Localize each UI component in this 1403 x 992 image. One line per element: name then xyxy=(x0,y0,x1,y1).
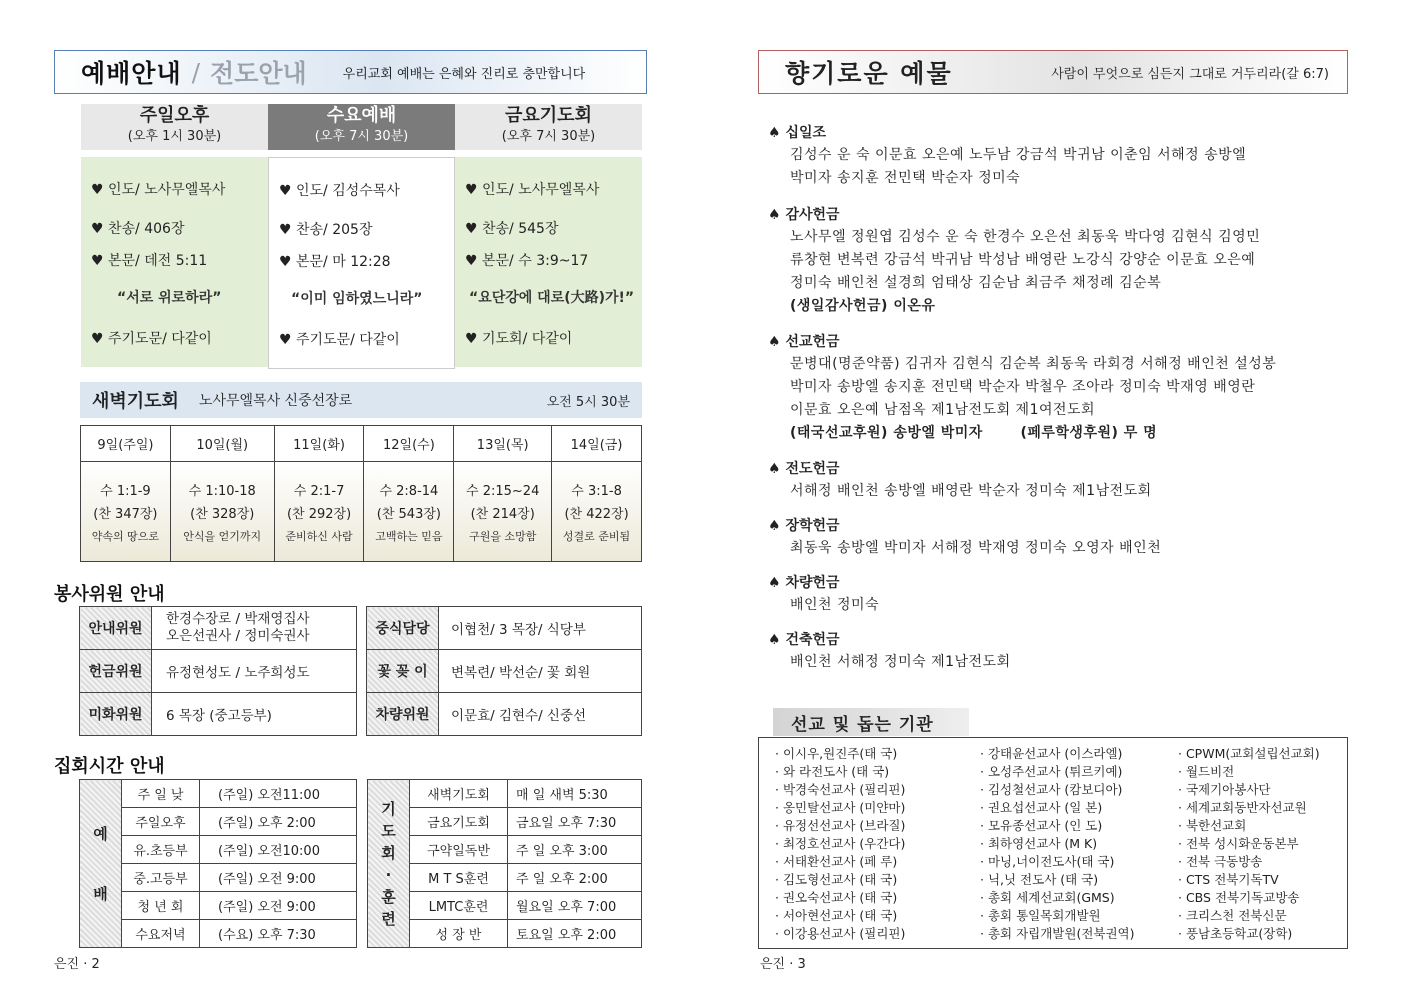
header-title-worship: 예배안내 xyxy=(81,59,182,88)
missions-title xyxy=(773,708,969,736)
offering-name xyxy=(768,515,1161,535)
mission-entry: · CTS 전북기독TV xyxy=(1178,872,1279,887)
prayer-label-char: 훈 xyxy=(381,887,396,906)
worship-label xyxy=(80,780,122,948)
page-number-right: 은진 · 3 xyxy=(760,957,806,972)
mission-entry: · 최정호선교사 (우간다) xyxy=(775,836,906,851)
service-body-wednesday xyxy=(268,157,455,369)
mission-entry: · 모유종선교사 (인 도) xyxy=(980,818,1103,833)
gathering-time: (수요) 오후 7:30 xyxy=(200,920,357,948)
mission-entry: · 전북 성시화운동본부 xyxy=(1178,836,1299,851)
offering-names xyxy=(790,651,1011,674)
gathering-name: 수요저녁 xyxy=(122,920,200,948)
offering-line: 최동욱 송방엘 박미자 서해정 박재영 정미숙 오영자 배인천 xyxy=(790,540,1162,556)
offering-line: (생일감사헌금) 이온유 xyxy=(790,298,936,314)
service-prayer: ♥ 기도회/ 다같이 xyxy=(465,331,573,347)
offering-names xyxy=(790,226,1260,318)
dawn-hymn: (찬 292장) xyxy=(286,506,352,522)
missions-row xyxy=(759,924,1347,942)
service-quote: “이미 임하였느니라” xyxy=(291,291,423,307)
offering-label: 장학헌금 xyxy=(785,518,840,534)
offering-names xyxy=(790,480,1152,503)
mission-entry: · 국제기아봉사단 xyxy=(1178,782,1271,797)
offering-label: 감사헌금 xyxy=(785,207,840,223)
volunteer-label: 미화위원 xyxy=(80,693,152,736)
dawn-theme: 약속의 땅으로 xyxy=(91,529,160,543)
mission-entry: · 닉,닛 전도사 (태 국) xyxy=(980,872,1099,887)
service-head-sunday xyxy=(81,104,268,150)
offering-name xyxy=(768,122,1246,142)
service-leader: ♥ 인도/ 김성수목사 xyxy=(279,183,400,199)
volunteer-value xyxy=(152,607,357,650)
mission-entry: · 최하영선교사 (M K) xyxy=(980,836,1098,851)
gathering-time: (주일) 오전10:00 xyxy=(200,836,357,864)
dawn-schedule-table xyxy=(80,425,642,562)
missions-row xyxy=(759,906,1347,924)
offering-name xyxy=(768,629,1011,649)
gathering-name: 새벽기도회 xyxy=(410,780,508,808)
offerings-title: 향기로운 예물 xyxy=(785,59,953,88)
missions-row xyxy=(759,834,1347,852)
mission-entry: · 전북 극동방송 xyxy=(1178,854,1263,869)
offering-line: 박미자 송지훈 전민택 박순자 정미숙 xyxy=(790,170,1021,186)
dawn-day: 10일(월) xyxy=(170,426,274,462)
dawn-day: 14일(금) xyxy=(552,426,642,462)
offering-name xyxy=(768,204,1260,224)
missions-title-text: 선교 및 돕는 기관 xyxy=(791,714,934,735)
dawn-cell xyxy=(81,462,171,562)
gathering-name: 유.초등부 xyxy=(122,836,200,864)
offering-vehicle xyxy=(768,572,879,617)
volunteer-label: 차량위원 xyxy=(367,693,439,736)
mission-entry: · 유정선선교사 (브라질) xyxy=(775,818,906,833)
dawn-text: 수 3:1-8 xyxy=(571,483,622,499)
service-hymn: ♥ 찬송/ 205장 xyxy=(279,222,373,238)
prayer-label-char: · xyxy=(385,865,392,884)
gathering-time: 토요일 오후 2:00 xyxy=(508,920,642,948)
offering-line: 노사무엘 정원엽 김성수 운 숙 한경수 오은선 최동욱 박다영 김현식 김영민 xyxy=(790,229,1261,245)
gathering-time: 매 일 새벽 5:30 xyxy=(508,780,642,808)
gathering-time: 주 일 오후 3:00 xyxy=(508,836,642,864)
volunteer-value-line1: 한경수장로 / 박재영집사 xyxy=(166,611,310,627)
dawn-hymn: (찬 328장) xyxy=(190,506,255,522)
gathering-name: 주 일 낮 xyxy=(122,780,200,808)
dawn-cell xyxy=(364,462,454,562)
mission-entry: · 크리스천 전북신문 xyxy=(1178,908,1287,923)
service-prayer: ♥ 주기도문/ 다같이 xyxy=(279,332,400,348)
dawn-prayer-leader: 노사무엘목사 신중선장로 xyxy=(198,393,353,409)
service-time: (오후 7시 30분) xyxy=(314,129,409,144)
offering-thanks xyxy=(768,204,1260,318)
mission-entry: · 세계교회동반자선교원 xyxy=(1178,800,1307,815)
gathering-time: (주일) 오전 9:00 xyxy=(200,892,357,920)
offering-line: 정미숙 배인천 설경희 엄태상 김순남 최금주 채정례 김순복 xyxy=(790,275,1162,291)
offering-mission xyxy=(768,331,1276,445)
spade-icon: ♠ xyxy=(768,334,786,350)
offering-names xyxy=(790,144,1246,190)
offering-line: 문병대(명준약품) 김귀자 김현식 김순복 최동욱 라회경 서해정 배인천 설성봉 xyxy=(790,356,1277,372)
prayer-label-char: 회 xyxy=(381,843,396,862)
dawn-text: 수 2:8-14 xyxy=(379,483,439,499)
service-text: ♥ 본문/ 데전 5:11 xyxy=(91,253,208,269)
service-quote: “요단강에 대로(大路)가!” xyxy=(469,290,635,306)
dawn-hymn: (찬 422장) xyxy=(564,506,629,522)
missions-row xyxy=(759,852,1347,870)
mission-entry: · 북한선교회 xyxy=(1178,818,1247,833)
missions-row xyxy=(759,780,1347,798)
prayer-label-char: 도 xyxy=(381,821,396,840)
gatherings-prayer-table xyxy=(367,779,642,948)
mission-entry: · 풍남초등학교(장학) xyxy=(1178,926,1293,941)
gathering-name: 중.고등부 xyxy=(122,864,200,892)
gatherings-worship-table xyxy=(79,779,357,948)
volunteer-value: 이협천/ 3 목장/ 식당부 xyxy=(439,607,642,650)
volunteer-value: 유정현성도 / 노주희성도 xyxy=(152,650,357,693)
gathering-name: 구약일독반 xyxy=(410,836,508,864)
volunteers-table-left xyxy=(79,606,357,736)
mission-entry: · CBS 전북기독교방송 xyxy=(1178,890,1300,905)
dawn-cell xyxy=(552,462,642,562)
right-header xyxy=(758,50,1348,94)
gathering-time: (주일) 오전 9:00 xyxy=(200,864,357,892)
volunteer-label: 안내위원 xyxy=(80,607,152,650)
offering-line: 배인천 서해정 정미숙 제1남전도회 xyxy=(790,654,1011,670)
mission-entry: · 옹민탈선교사 (미얀마) xyxy=(775,800,906,815)
gathering-time: 주 일 오후 2:00 xyxy=(508,864,642,892)
volunteer-label: 꽃 꽂 이 xyxy=(367,650,439,693)
volunteer-value-line2: 오은선권사 / 정미숙권사 xyxy=(166,628,310,644)
service-name: 주일오후 xyxy=(139,105,210,126)
offering-line: 배인천 정미숙 xyxy=(790,597,880,613)
missions-row xyxy=(759,870,1347,888)
offering-line: 이문효 오은예 남점옥 제1남전도회 제1여전도회 xyxy=(790,402,1096,418)
header-slash: / xyxy=(191,57,201,87)
offering-evangelism xyxy=(768,458,1152,503)
service-text: ♥ 본문/ 마 12:28 xyxy=(279,254,391,270)
offering-name xyxy=(768,572,879,592)
missions-row xyxy=(759,744,1347,762)
worship-label-char: 예 xyxy=(93,824,108,843)
service-name: 수요예배 xyxy=(326,105,397,126)
volunteer-value: 이문효/ 김현수/ 신중선 xyxy=(439,693,642,736)
offering-line: 서해정 배인천 송방엘 배영란 박순자 정미숙 제1남전도회 xyxy=(790,483,1152,499)
volunteers-table-right xyxy=(366,606,642,736)
volunteer-value: 변복련/ 박선순/ 꽃 회원 xyxy=(439,650,642,693)
offering-name xyxy=(768,458,1152,478)
gathering-time: 금요일 오후 7:30 xyxy=(508,808,642,836)
mission-entry: · 권오숙선교사 (태 국) xyxy=(775,890,898,905)
spade-icon: ♠ xyxy=(768,632,786,648)
offerings-subtitle: 사람이 무엇으로 심든지 그대로 거두리라(갈 6:7) xyxy=(1051,66,1329,82)
mission-entry: · 박경숙선교사 (필리핀) xyxy=(775,782,906,797)
missions-row xyxy=(759,762,1347,780)
mission-entry: · 총회 세계선교회(GMS) xyxy=(980,890,1115,905)
spade-icon: ♠ xyxy=(768,575,786,591)
spade-icon: ♠ xyxy=(768,461,786,477)
offering-label: 십일조 xyxy=(785,125,827,141)
dawn-text: 수 1:10-18 xyxy=(188,483,256,499)
prayer-label-char: 련 xyxy=(381,909,396,928)
mission-entry: · 마닝,너이전도사(태 국) xyxy=(980,854,1115,869)
gathering-time: (주일) 오후 2:00 xyxy=(200,808,357,836)
offering-building xyxy=(768,629,1011,674)
spade-icon: ♠ xyxy=(768,125,786,141)
gathering-time: 월요일 오후 7:00 xyxy=(508,892,642,920)
mission-entry: · 서아현선교사 (태 국) xyxy=(775,908,898,923)
missions-row xyxy=(759,798,1347,816)
dawn-day: 12일(수) xyxy=(364,426,454,462)
page-number-left: 은진 · 2 xyxy=(54,957,100,972)
mission-entry: · 총회 자립개발원(전북권역) xyxy=(980,926,1135,941)
service-leader: ♥ 인도/ 노사무엘목사 xyxy=(91,182,226,198)
missions-row xyxy=(759,888,1347,906)
dawn-hymn: (찬 347장) xyxy=(93,506,158,522)
offering-name xyxy=(768,331,1276,351)
header-subtitle: 우리교회 예배는 은혜와 진리로 충만합니다 xyxy=(342,66,586,82)
dawn-prayer-bar xyxy=(80,382,642,418)
offering-line: 박미자 송방엘 송지훈 전민택 박순자 박철우 조아라 정미숙 박재영 배영란 xyxy=(790,379,1256,395)
offering-tithe xyxy=(768,122,1246,190)
dawn-hymn: (찬 214장) xyxy=(470,506,535,522)
offering-label: 선교헌금 xyxy=(785,334,840,350)
dawn-text: 수 1:1-9 xyxy=(100,483,151,499)
offering-label: 차량헌금 xyxy=(785,575,840,591)
spade-icon: ♠ xyxy=(768,518,786,534)
dawn-theme: 안식을 얻기까지 xyxy=(183,529,262,543)
offering-label: 건축헌금 xyxy=(785,632,840,648)
mission-entry: · 김성철선교사 (캄보디아) xyxy=(980,782,1123,797)
dawn-day: 13일(목) xyxy=(454,426,552,462)
gatherings-title: 집회시간 안내 xyxy=(54,756,165,777)
mission-entry: · 권요섭선교사 (일 본) xyxy=(980,800,1103,815)
mission-entry: · 총회 통일목회개발원 xyxy=(980,908,1101,923)
offering-names xyxy=(790,537,1161,560)
spade-icon: ♠ xyxy=(768,207,786,223)
mission-entry: · CPWM(교회설립선교회) xyxy=(1178,746,1320,761)
dawn-hymn: (찬 543장) xyxy=(376,506,441,522)
offering-names xyxy=(790,353,1276,445)
dawn-prayer-time: 오전 5시 30분 xyxy=(546,394,630,410)
mission-entry: · 김도형선교사 (태 국) xyxy=(775,872,898,887)
offering-label: 전도헌금 xyxy=(785,461,840,477)
offering-scholarship xyxy=(768,515,1161,560)
service-head-wednesday xyxy=(268,104,455,150)
missions-box xyxy=(758,737,1348,949)
dawn-text: 수 2:15~24 xyxy=(466,483,540,499)
gathering-name: 금요기도회 xyxy=(410,808,508,836)
service-quote: “서로 위로하라” xyxy=(117,290,222,306)
mission-entry: · 오성주선교사 (튀르키예) xyxy=(980,764,1123,779)
worship-label-char: 배 xyxy=(93,884,108,903)
service-body-sunday xyxy=(81,157,268,367)
offering-line: (태국선교후원) 송방엘 박미자 (페루학생후원) 무 명 xyxy=(790,425,1158,441)
service-text: ♥ 본문/ 수 3:9~17 xyxy=(465,253,589,269)
service-name: 금요기도회 xyxy=(505,105,592,126)
offering-names xyxy=(790,594,879,617)
dawn-cell xyxy=(454,462,552,562)
gathering-time: (주일) 오전11:00 xyxy=(200,780,357,808)
service-body-friday xyxy=(455,157,642,367)
gathering-name: M T S훈련 xyxy=(410,864,508,892)
prayer-label-char: 기 xyxy=(381,799,396,818)
service-head-friday xyxy=(455,104,642,150)
service-hymn: ♥ 찬송/ 545장 xyxy=(465,221,559,237)
gathering-name: 주일오후 xyxy=(122,808,200,836)
volunteer-label: 중식담당 xyxy=(367,607,439,650)
dawn-theme: 준비하신 사람 xyxy=(285,529,353,543)
volunteer-value: 6 목장 (중고등부) xyxy=(152,693,357,736)
missions-table xyxy=(759,744,1347,942)
dawn-text: 수 2:1-7 xyxy=(293,483,345,499)
offering-line: 김성수 운 숙 이문효 오은예 노두남 강금석 박귀남 이춘임 서해정 송방엘 xyxy=(790,147,1247,163)
dawn-theme: 구원을 소망함 xyxy=(469,529,537,543)
dawn-prayer-title: 새벽기도회 xyxy=(92,391,179,412)
service-time: (오후 1시 30분) xyxy=(127,129,222,144)
gathering-name: 청 년 회 xyxy=(122,892,200,920)
offering-line: 류창현 변복련 강금석 박귀남 박성남 배영란 노강식 강양순 이문효 오은예 xyxy=(790,252,1256,268)
service-prayer: ♥ 주기도문/ 다같이 xyxy=(91,331,212,347)
mission-entry: · 서태환선교사 (페 루) xyxy=(775,854,898,869)
dawn-theme: 고백하는 믿음 xyxy=(375,529,443,543)
dawn-day: 11일(화) xyxy=(274,426,364,462)
service-hymn: ♥ 찬송/ 406장 xyxy=(91,221,185,237)
volunteer-label: 헌금위원 xyxy=(80,650,152,693)
mission-entry: · 월드비전 xyxy=(1178,764,1235,779)
left-header xyxy=(54,50,647,94)
prayer-label xyxy=(368,780,410,948)
mission-entry: · 강태윤선교사 (이스라엘) xyxy=(980,746,1123,761)
gathering-name: 성 장 반 xyxy=(410,920,508,948)
dawn-theme: 성결로 준비됨 xyxy=(562,529,631,543)
service-leader: ♥ 인도/ 노사무엘목사 xyxy=(465,182,600,198)
mission-entry: · 이시우,원진주(태 국) xyxy=(775,746,898,761)
gathering-name: LMTC훈련 xyxy=(410,892,508,920)
volunteers-title: 봉사위원 안내 xyxy=(54,584,165,605)
service-time: (오후 7시 30분) xyxy=(501,129,596,144)
mission-entry: · 와 라전도사 (태 국) xyxy=(775,764,890,779)
mission-entry: · 이강용선교사 (필리핀) xyxy=(775,926,906,941)
missions-row xyxy=(759,816,1347,834)
dawn-day: 9일(주일) xyxy=(81,426,171,462)
dawn-cell xyxy=(274,462,364,562)
header-title-evangelism: 전도안내 xyxy=(210,59,307,88)
dawn-cell xyxy=(170,462,274,562)
